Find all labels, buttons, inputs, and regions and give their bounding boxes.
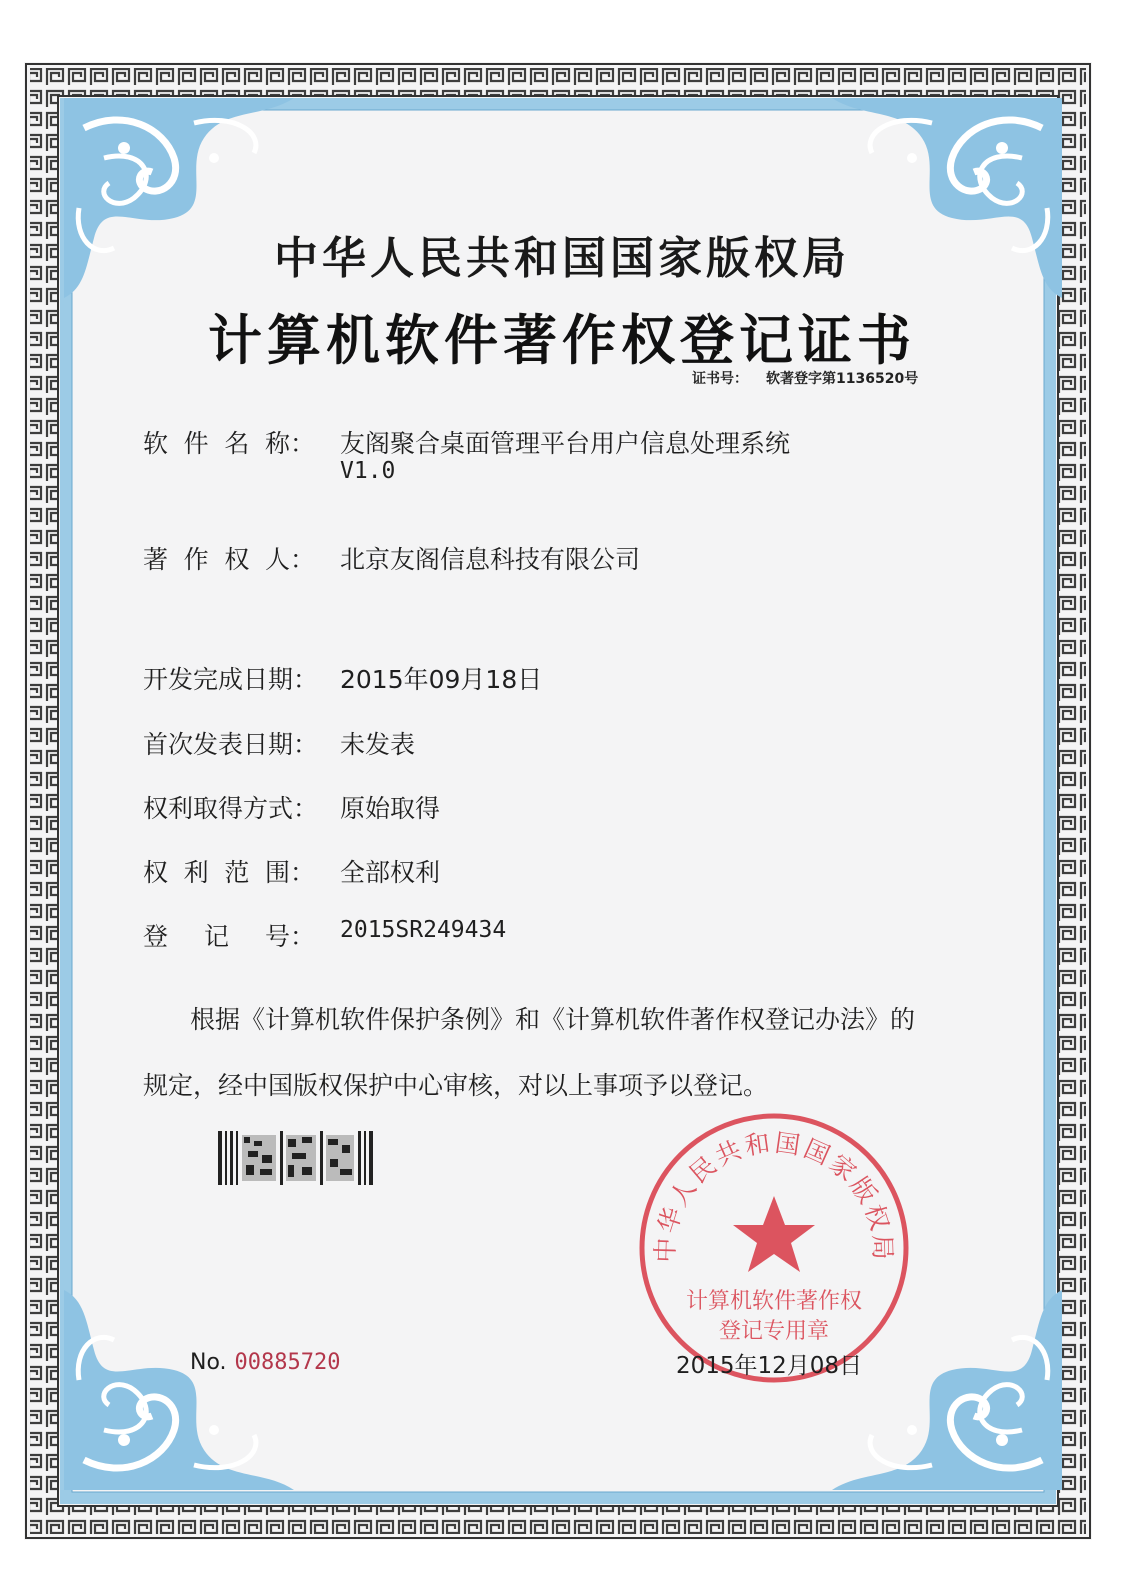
- field-label: 登 记 号：: [143, 922, 315, 951]
- seal-star-icon: [733, 1196, 815, 1272]
- field-label: 权 利 范 围：: [143, 858, 315, 887]
- field-label: 权利取得方式：: [143, 794, 319, 823]
- serial-value: 00885720: [234, 1350, 341, 1375]
- field-label: 开发完成日期：: [143, 665, 319, 694]
- corner-ornament-bottom-left: [64, 1290, 294, 1490]
- certificate-number-label: 证书号：: [692, 371, 748, 387]
- first-publication-value: 未发表: [340, 730, 416, 759]
- official-seal: [634, 1108, 914, 1388]
- field-label: 软 件 名 称：: [143, 429, 315, 458]
- seal-inner-line-1: 计算机软件著作权: [685, 1289, 863, 1314]
- registration-number-value: 2015SR249434: [340, 917, 507, 943]
- acquisition-value: 原始取得: [340, 794, 441, 823]
- statement-line-1: 根据《计算机软件保护条例》和《计算机软件著作权登记办法》的: [190, 1005, 916, 1034]
- issuing-authority: 中华人民共和国国家版权局: [274, 233, 850, 284]
- field-label: 首次发表日期：: [143, 730, 319, 759]
- certificate-number-value: 软著登字第1136520号: [766, 371, 919, 387]
- certificate-title: 计算机软件著作权登记证书: [208, 309, 916, 372]
- seal-inner-line-2: 登记专用章: [718, 1319, 830, 1344]
- seal-ring-text: 中华人民共和国国家版权局: [650, 1128, 898, 1264]
- statement-line-2: 规定，经中国版权保护中心审核，对以上事项予以登记。: [143, 1071, 769, 1100]
- scope-value: 全部权利: [340, 858, 441, 887]
- serial-label: No.: [190, 1350, 227, 1375]
- completion-date-value: 2015年09月18日: [340, 665, 543, 694]
- owner-value: 北京友阁信息科技有限公司: [340, 545, 641, 574]
- serial-number: [190, 1350, 341, 1375]
- software-name-value: 友阁聚合桌面管理平台用户信息处理系统: [340, 429, 791, 458]
- certificate-number: [692, 368, 918, 388]
- field-label: 著 作 权 人：: [143, 545, 315, 574]
- software-version-value: V1.0: [340, 458, 396, 484]
- issue-date: 2015年12月08日: [676, 1353, 863, 1379]
- barcode: [218, 1131, 374, 1185]
